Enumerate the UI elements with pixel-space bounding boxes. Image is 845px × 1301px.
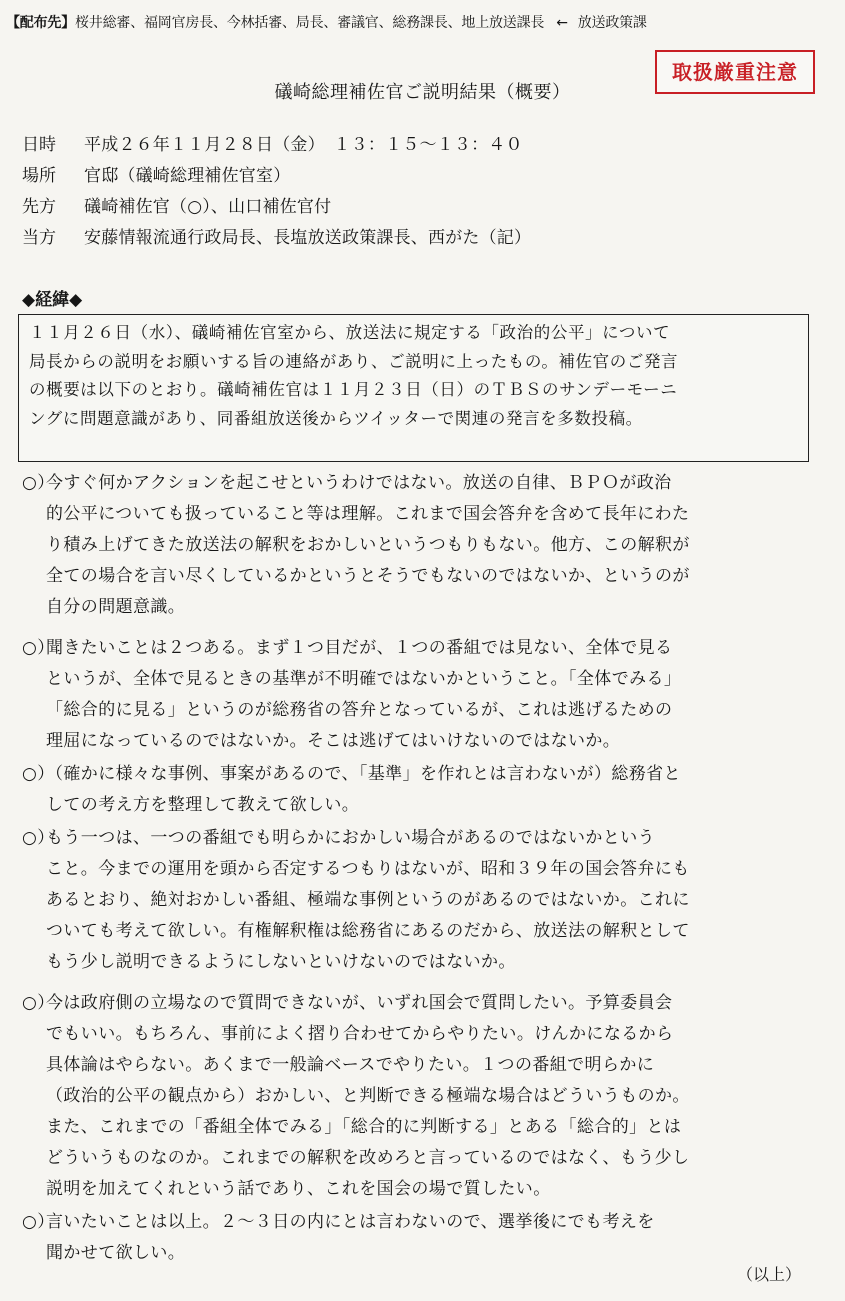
- circle-marker-icon: ○）: [22, 638, 55, 658]
- closing-mark: （以上）: [736, 1265, 801, 1284]
- statement-item: [22, 823, 822, 978]
- statement-line: 「総合的に見る」というのが総務省の答弁となっているが、これは逃げるための: [46, 700, 673, 720]
- statement-item: [22, 759, 822, 821]
- statement-line: 自分の問題意識。: [46, 597, 186, 617]
- statement-item: [22, 988, 822, 1205]
- background-box: [18, 314, 809, 462]
- statement-line: 聞きたいことは２つある。まず１つ目だが、１つの番組では見ない、全体で見る: [46, 638, 673, 658]
- statement-line: こと。今までの運用を頭から否定するつもりはないが、昭和３９年の国会答弁にも: [46, 859, 690, 879]
- left-arrow-icon: ←: [556, 15, 568, 31]
- background-line: ングに問題意識があり、同番組放送後からツイッターで関連の発言を多数投稿。: [29, 408, 643, 428]
- statement-item: [22, 633, 822, 757]
- statement-line: というが、全体で見るときの基準が不明確ではないかということ。「全体でみる」: [46, 669, 682, 689]
- background-heading: ◆経緯◆: [22, 290, 83, 310]
- meeting-info: [22, 130, 531, 254]
- statement-line: でもいい。もちろん、事前によく摺り合わせてからやりたい。けんかになるから: [46, 1024, 674, 1044]
- statement-line: あるとおり、絶対おかしい番組、極端な事例というのがあるのではないか。これに: [46, 890, 690, 910]
- meta-row-our-side: [22, 223, 531, 254]
- statement-line: （確かに様々な事例、事案があるので、「基準」を作れとは言わないが）総務省と: [46, 764, 681, 784]
- statement-line: 理屈になっているのではないか。そこは逃げてはいけないのではないか。: [46, 731, 621, 751]
- statement-line: もう一つは、一つの番組でも明らかにおかしい場合があるのではないかという: [46, 828, 655, 848]
- meta-row-datetime: [22, 130, 531, 161]
- statement-item: [22, 468, 822, 623]
- background-line: 局長からの説明をお願いする旨の連絡があり、ご説明に上ったもの。補佐官のご発言: [29, 351, 679, 371]
- meta-row-counterpart: [22, 192, 531, 223]
- distribution-source: 放送政策課: [577, 15, 647, 31]
- meta-value: 平成２６年１１月２８日（金） １３：１５〜１３：４０: [84, 135, 523, 155]
- statement-line: どういうものなのか。これまでの解釈を改めろと言っているのではなく、もう少し: [46, 1148, 690, 1168]
- meta-value: 礒崎補佐官（○）、山口補佐官付: [84, 197, 332, 217]
- statement-line: 聞かせて欲しい。: [46, 1243, 186, 1263]
- meta-row-place: [22, 161, 531, 192]
- meta-value: 官邸（礒崎総理補佐官室）: [84, 166, 291, 186]
- statement-line: 全ての場合を言い尽くしているかというとそうでもないのではないか、というのが: [46, 566, 690, 586]
- statement-line: しての考え方を整理して教えて欲しい。: [46, 795, 360, 815]
- statement-line: （政治的公平の観点から）おかしい、と判断できる極端な場合はどういうものか。: [46, 1086, 690, 1106]
- meta-label: 先方: [22, 197, 56, 217]
- circle-marker-icon: ○）: [22, 764, 55, 784]
- background-line: １１月２６日（水）、礒崎補佐官室から、放送法に規定する「政治的公平」について: [29, 323, 671, 342]
- statement-line: ついても考えて欲しい。有権解釈権は総務省にあるのだから、放送法の解釈として: [46, 921, 690, 941]
- statement-item: [22, 1207, 822, 1269]
- statement-line: 言いたいことは以上。２〜３日の内にとは言わないので、選挙後にでも考えを: [46, 1212, 655, 1232]
- distribution-recipients: 桜井総審、福岡官房長、今林括審、局長、審議官、総務課長、地上放送課長: [75, 15, 545, 31]
- statement-line: もう少し説明できるようにしないといけないのではないか。: [46, 952, 516, 972]
- meta-label: 場所: [22, 166, 56, 186]
- meta-label: 当方: [22, 228, 56, 248]
- document-title: 礒崎総理補佐官ご説明結果（概要）: [274, 82, 571, 103]
- distribution-label: 【配布先】: [6, 15, 75, 31]
- background-line: の概要は以下のとおり。礒崎補佐官は１１月２３日（日）のＴＢＳのサンデーモーニ: [29, 380, 678, 399]
- circle-marker-icon: ○）: [22, 993, 55, 1013]
- statement-line: また、これまでの「番組全体でみる」「総合的に判断する」とある「総合的」とは: [46, 1117, 682, 1137]
- meta-label: 日時: [22, 135, 56, 155]
- statement-line: 今は政府側の立場なので質問できないが、いずれ国会で質問したい。予算委員会: [46, 993, 673, 1013]
- circle-marker-icon: ○）: [22, 473, 55, 493]
- statement-line: 説明を加えてくれという話であり、これを国会の場で質したい。: [46, 1179, 551, 1199]
- statements-body: [22, 468, 822, 1269]
- statement-line: り積み上げてきた放送法の解釈をおかしいというつもりもない。他方、この解釈が: [46, 535, 690, 555]
- circle-marker-icon: ○）: [22, 828, 55, 848]
- confidential-stamp: 取扱厳重注意: [655, 50, 815, 94]
- statement-line: 具体論はやらない。あくまで一般論ベースでやりたい。１つの番組で明らかに: [46, 1055, 655, 1075]
- statement-line: 的公平についても扱っていること等は理解。これまで国会答弁を含めて長年にわた: [46, 504, 690, 524]
- meta-value: 安藤情報流通行政局長、長塩放送政策課長、西がた（記）: [84, 228, 532, 248]
- circle-marker-icon: ○）: [22, 1212, 55, 1232]
- statement-line: 今すぐ何かアクションを起こせというわけではない。放送の自律、ＢＰＯが政治: [46, 473, 672, 493]
- distribution-header: [6, 12, 836, 32]
